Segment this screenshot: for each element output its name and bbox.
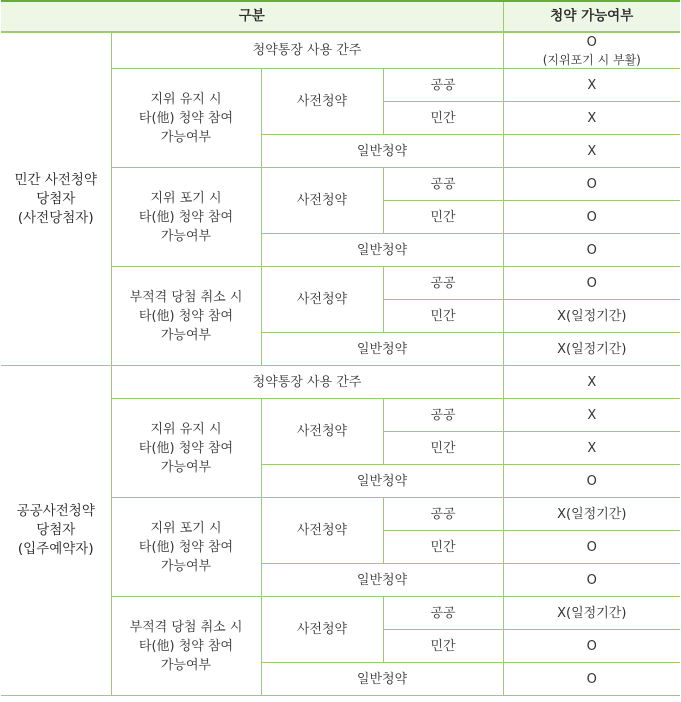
cell-value: X (503, 432, 680, 465)
cell-value: O (503, 168, 680, 201)
public-label: 공공 (383, 69, 503, 102)
cancel-label: 부적격 당첨 취소 시 타(他) 청약 참여 가능여부 (111, 597, 261, 696)
pre-sub-label: 사전청약 (261, 399, 383, 465)
table-row (1, 32, 680, 69)
eligibility-table (1, 0, 680, 696)
group-title-private: 민간 사전청약 당첨자 (사전당첨자) (1, 32, 111, 366)
cell-value: O (503, 465, 680, 498)
table-header-row (1, 1, 680, 32)
table-row (1, 366, 680, 399)
header-category: 구분 (1, 1, 503, 32)
cell-value: O (503, 201, 680, 234)
private-label: 민간 (383, 630, 503, 663)
cell-value: X (503, 69, 680, 102)
account-value: O (지위포기 시 부활) (503, 32, 680, 69)
public-label: 공공 (383, 498, 503, 531)
cell-value: O (503, 564, 680, 597)
pre-sub-label: 사전청약 (261, 597, 383, 663)
cell-value: X(일정기간) (503, 300, 680, 333)
cell-value: O (503, 267, 680, 300)
cell-value: X(일정기간) (503, 597, 680, 630)
keep-label: 지위 유지 시 타(他) 청약 참여 가능여부 (111, 69, 261, 168)
private-label: 민간 (383, 300, 503, 333)
account-value: X (503, 366, 680, 399)
public-label: 공공 (383, 399, 503, 432)
giveup-label: 지위 포기 시 타(他) 청약 참여 가능여부 (111, 168, 261, 267)
cell-value: X (503, 102, 680, 135)
keep-label: 지위 유지 시 타(他) 청약 참여 가능여부 (111, 399, 261, 498)
cell-value: O (503, 234, 680, 267)
general-label: 일반청약 (261, 465, 503, 498)
pre-sub-label: 사전청약 (261, 168, 383, 234)
pre-sub-label: 사전청약 (261, 267, 383, 333)
private-label: 민간 (383, 201, 503, 234)
cell-value: O (503, 663, 680, 696)
cancel-label: 부적격 당첨 취소 시 타(他) 청약 참여 가능여부 (111, 267, 261, 366)
general-label: 일반청약 (261, 564, 503, 597)
public-label: 공공 (383, 267, 503, 300)
general-label: 일반청약 (261, 663, 503, 696)
pre-sub-label: 사전청약 (261, 498, 383, 564)
private-label: 민간 (383, 531, 503, 564)
general-label: 일반청약 (261, 135, 503, 168)
group-title-public: 공공사전청약 당첨자 (입주예약자) (1, 366, 111, 696)
cell-value: X (503, 135, 680, 168)
account-label: 청약통장 사용 간주 (111, 366, 503, 399)
cell-value: X(일정기간) (503, 333, 680, 366)
giveup-label: 지위 포기 시 타(他) 청약 참여 가능여부 (111, 498, 261, 597)
cell-value: O (503, 630, 680, 663)
account-label: 청약통장 사용 간주 (111, 32, 503, 69)
general-label: 일반청약 (261, 333, 503, 366)
public-label: 공공 (383, 168, 503, 201)
cell-value: X (503, 399, 680, 432)
general-label: 일반청약 (261, 234, 503, 267)
private-label: 민간 (383, 432, 503, 465)
private-label: 민간 (383, 102, 503, 135)
cell-value: O (503, 531, 680, 564)
cell-value: X(일정기간) (503, 498, 680, 531)
header-availability: 청약 가능여부 (503, 1, 680, 32)
public-label: 공공 (383, 597, 503, 630)
pre-sub-label: 사전청약 (261, 69, 383, 135)
